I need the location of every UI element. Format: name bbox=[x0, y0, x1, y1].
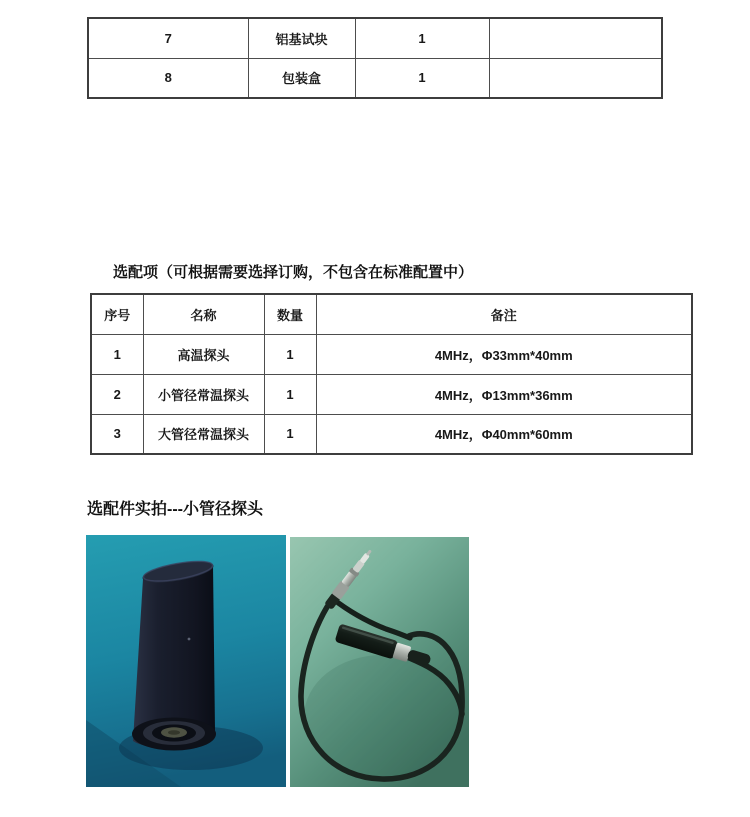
probe-body-illustration bbox=[86, 535, 286, 787]
standard-config-table bbox=[87, 17, 663, 99]
table-row bbox=[91, 414, 692, 454]
header-note: 备注 bbox=[316, 294, 692, 334]
cell-note bbox=[489, 58, 662, 98]
cell-name: 包装盒 bbox=[248, 58, 355, 98]
cell-no: 2 bbox=[91, 374, 143, 414]
table-row bbox=[91, 334, 692, 374]
cell-note bbox=[489, 18, 662, 58]
header-qty: 数量 bbox=[264, 294, 316, 334]
options-section-heading: 选配项（可根据需要选择订购，不包含在标准配置中） bbox=[113, 264, 474, 281]
cell-qty: 1 bbox=[264, 414, 316, 454]
probe-cable-illustration bbox=[290, 537, 469, 787]
probe-cable-photo bbox=[290, 537, 469, 787]
optional-items-table bbox=[90, 293, 693, 455]
table-header-row bbox=[91, 294, 692, 334]
photos-section-heading: 选配件实拍---小管径探头 bbox=[87, 501, 263, 518]
cell-no: 1 bbox=[91, 334, 143, 374]
probe-contact-center bbox=[168, 730, 180, 735]
table-row bbox=[91, 374, 692, 414]
cell-note: 4MHz，Φ13mm*36mm bbox=[316, 374, 692, 414]
cell-no: 8 bbox=[88, 58, 248, 98]
table-row bbox=[88, 18, 662, 58]
cell-no: 3 bbox=[91, 414, 143, 454]
table-row bbox=[88, 58, 662, 98]
cell-name: 小管径常温探头 bbox=[143, 374, 264, 414]
cell-qty: 1 bbox=[264, 334, 316, 374]
cell-no: 7 bbox=[88, 18, 248, 58]
header-name: 名称 bbox=[143, 294, 264, 334]
cell-note: 4MHz，Φ33mm*40mm bbox=[316, 334, 692, 374]
cell-qty: 1 bbox=[264, 374, 316, 414]
cell-qty: 1 bbox=[355, 58, 489, 98]
cell-note: 4MHz，Φ40mm*60mm bbox=[316, 414, 692, 454]
cell-name: 大管径常温探头 bbox=[143, 414, 264, 454]
specular-speck bbox=[188, 638, 191, 641]
cell-name: 高温探头 bbox=[143, 334, 264, 374]
header-no: 序号 bbox=[91, 294, 143, 334]
cell-qty: 1 bbox=[355, 18, 489, 58]
probe-body-photo bbox=[86, 535, 286, 787]
cell-name: 铝基试块 bbox=[248, 18, 355, 58]
